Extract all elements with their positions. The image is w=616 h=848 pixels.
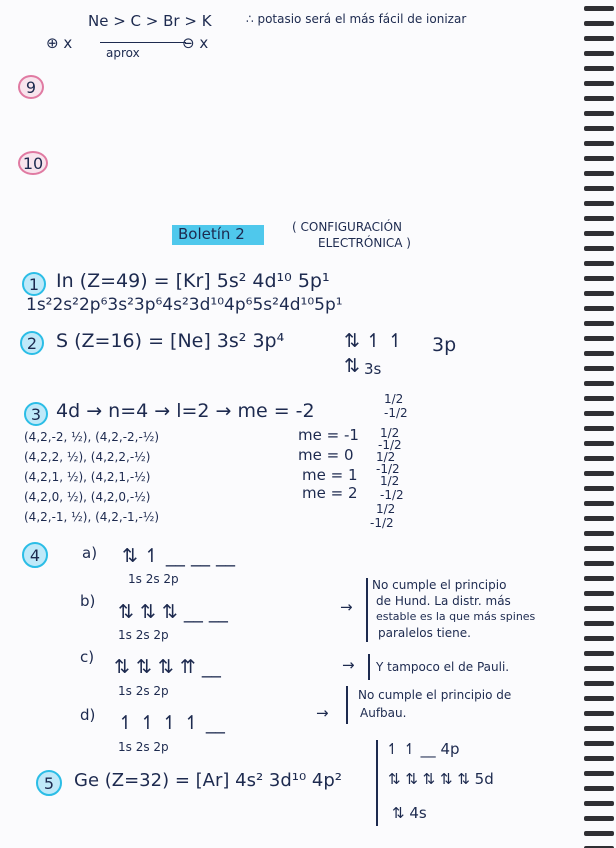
spiral-coil <box>584 96 614 101</box>
boletin-title: Boletín 2 <box>178 225 245 243</box>
spiral-coil <box>584 696 614 701</box>
q2-s-orbital: ⇅ <box>344 355 360 377</box>
q4a-orbitals: ⇅ ↿ __ __ __ <box>122 545 235 567</box>
q3-spin-5: 1/2 <box>376 450 396 464</box>
spiral-coil <box>584 591 614 596</box>
spiral-coil <box>584 21 614 26</box>
spiral-coil <box>584 546 614 551</box>
spiral-coil <box>584 231 614 236</box>
spiral-coil <box>584 411 614 416</box>
spiral-coil <box>584 651 614 656</box>
q4c-labels: 1s 2s 2p <box>118 684 169 698</box>
spiral-coil <box>584 291 614 296</box>
spiral-coil <box>584 456 614 461</box>
spiral-coil <box>584 771 614 776</box>
spiral-coil <box>584 516 614 521</box>
spiral-coil <box>584 801 614 806</box>
q3-spin-2: -1/2 <box>384 406 408 420</box>
spiral-coil <box>584 441 614 446</box>
q4b-note-4: paralelos tiene. <box>378 626 471 640</box>
spiral-coil <box>584 366 614 371</box>
q3-circle: 3 <box>24 402 48 426</box>
spiral-coil <box>584 426 614 431</box>
q4d-letter: d) <box>80 706 96 724</box>
spiral-coil <box>584 576 614 581</box>
spiral-coil <box>584 321 614 326</box>
q4d-note-2: Aufbau. <box>360 706 407 720</box>
q4c-letter: c) <box>80 648 95 666</box>
q3-row-1: (4,2,-2, ½), (4,2,-2,-½) <box>24 430 160 444</box>
spiral-coil <box>584 531 614 536</box>
spiral-coil <box>584 636 614 641</box>
spiral-coil <box>584 171 614 176</box>
q4-circle: 4 <box>22 542 48 568</box>
spiral-coil <box>584 606 614 611</box>
spiral-coil <box>584 396 614 401</box>
spiral-coil <box>584 831 614 836</box>
q3-spin-3: 1/2 <box>380 426 400 440</box>
spiral-coil <box>584 681 614 686</box>
q3-row-3: (4,2,1, ½), (4,2,1,-½) <box>24 470 151 484</box>
spiral-coil <box>584 561 614 566</box>
spiral-coil <box>584 126 614 131</box>
q4b-bracket <box>366 578 368 642</box>
q1-circle: 1 <box>22 272 46 296</box>
q4d-orbitals: ↿ ↿ ↿ ↿ __ <box>118 712 225 734</box>
spiral-coil <box>584 306 614 311</box>
spiral-coil <box>584 186 614 191</box>
q3-me-2: me = 0 <box>298 446 354 464</box>
q4b-note-3: estable es la que más spines <box>376 610 536 623</box>
item-9-circle: 9 <box>18 75 44 99</box>
q2-p-label: 3p <box>432 334 457 356</box>
spiral-coil <box>584 51 614 56</box>
q3-me-3: me = 1 <box>302 466 358 484</box>
q4c-bracket <box>368 654 370 680</box>
spiral-coil <box>584 156 614 161</box>
q4d-labels: 1s 2s 2p <box>118 740 169 754</box>
spiral-coil <box>584 66 614 71</box>
header-note: ∴ potasio será el más fácil de ionizar <box>246 12 467 26</box>
q3-row-2: (4,2,2, ½), (4,2,2,-½) <box>24 450 151 464</box>
q4d-note-1: No cumple el principio de <box>358 688 512 702</box>
spiral-coil <box>584 276 614 281</box>
spiral-coil <box>584 216 614 221</box>
q4b-letter: b) <box>80 592 96 610</box>
q3-heading: 4d → n=4 → l=2 → me = -2 <box>56 400 315 422</box>
q4c-arrow: → <box>342 656 355 674</box>
positive-sign: ⊕ x <box>46 34 73 52</box>
spiral-coil <box>584 711 614 716</box>
q4d-arrow: → <box>316 704 329 722</box>
q4c-note: Y tampoco el de Pauli. <box>376 660 510 674</box>
spiral-coil <box>584 141 614 146</box>
spiral-coil <box>584 501 614 506</box>
q4a-labels: 1s 2s 2p <box>128 572 179 586</box>
spiral-coil <box>584 471 614 476</box>
item-10-circle: 10 <box>18 151 48 175</box>
spiral-coil <box>584 336 614 341</box>
spiral-coil <box>584 381 614 386</box>
spiral-coil <box>584 246 614 251</box>
spiral-coil <box>584 111 614 116</box>
spiral-coil <box>584 36 614 41</box>
spiral-coil <box>584 201 614 206</box>
q5-s-line: ⇅ 4s <box>392 804 427 822</box>
spiral-binding <box>580 0 616 848</box>
q3-spin-7: 1/2 <box>380 474 400 488</box>
approx-label: aprox <box>106 46 140 60</box>
spiral-coil <box>584 81 614 86</box>
topic-line-2: ELECTRÓNICA ) <box>318 236 411 250</box>
negative-sign: ⊖ x <box>182 34 209 52</box>
q4c-orbitals: ⇅ ⇅ ⇅ ⇈ __ <box>114 656 221 678</box>
q4b-labels: 1s 2s 2p <box>118 628 169 642</box>
q3-spin-8: -1/2 <box>380 488 404 502</box>
q4b-note-1: No cumple el principio <box>372 578 507 592</box>
q4b-orbitals: ⇅ ⇅ ⇅ __ __ <box>118 601 228 623</box>
spiral-coil <box>584 6 614 11</box>
q3-spin-1: 1/2 <box>384 392 404 406</box>
spiral-coil <box>584 816 614 821</box>
spiral-coil <box>584 486 614 491</box>
spiral-coil <box>584 741 614 746</box>
spiral-coil <box>584 726 614 731</box>
spiral-coil <box>584 786 614 791</box>
spiral-coil <box>584 351 614 356</box>
q3-spin-4: -1/2 <box>378 438 402 452</box>
q5-p-line: ↿ ↿ __ 4p <box>386 740 460 758</box>
spiral-coil <box>584 756 614 761</box>
q4d-bracket <box>346 686 348 724</box>
spiral-coil <box>584 666 614 671</box>
ionization-sequence: Ne > C > Br > K <box>88 12 212 30</box>
q3-spin-10: -1/2 <box>370 516 394 530</box>
topic-line-1: ( CONFIGURACIÓN <box>292 220 403 234</box>
q3-spin-6: -1/2 <box>376 462 400 476</box>
q2-s-label: 3s <box>364 360 382 378</box>
q4b-note-2: de Hund. La distr. más <box>376 594 511 608</box>
spiral-coil <box>584 621 614 626</box>
q2-configuration: S (Z=16) = [Ne] 3s² 3p⁴ <box>56 330 285 352</box>
q2-circle: 2 <box>20 331 44 355</box>
q1-full-configuration: 1s²2s²2p⁶3s²3p⁶4s²3d¹⁰4p⁶5s²4d¹⁰5p¹ <box>26 295 343 315</box>
q4a-letter: a) <box>82 544 98 562</box>
q5-circle: 5 <box>36 770 62 796</box>
arrow-line <box>100 42 186 43</box>
q1-configuration: In (Z=49) = [Kr] 5s² 4d¹⁰ 5p¹ <box>56 270 330 292</box>
q3-me-1: me = -1 <box>298 426 359 444</box>
q2-p-orbitals: ⇅ ↿ ↿ <box>344 330 404 352</box>
q3-row-4: (4,2,0, ½), (4,2,0,-½) <box>24 490 151 504</box>
spiral-coil <box>584 261 614 266</box>
q5-d-line: ⇅ ⇅ ⇅ ⇅ ⇅ 5d <box>388 770 494 788</box>
q5-brace <box>376 740 378 826</box>
q3-spin-9: 1/2 <box>376 502 396 516</box>
q4b-arrow: → <box>340 598 353 616</box>
q3-me-4: me = 2 <box>302 484 358 502</box>
q3-row-5: (4,2,-1, ½), (4,2,-1,-½) <box>24 510 160 524</box>
q5-configuration: Ge (Z=32) = [Ar] 4s² 3d¹⁰ 4p² <box>74 770 343 791</box>
